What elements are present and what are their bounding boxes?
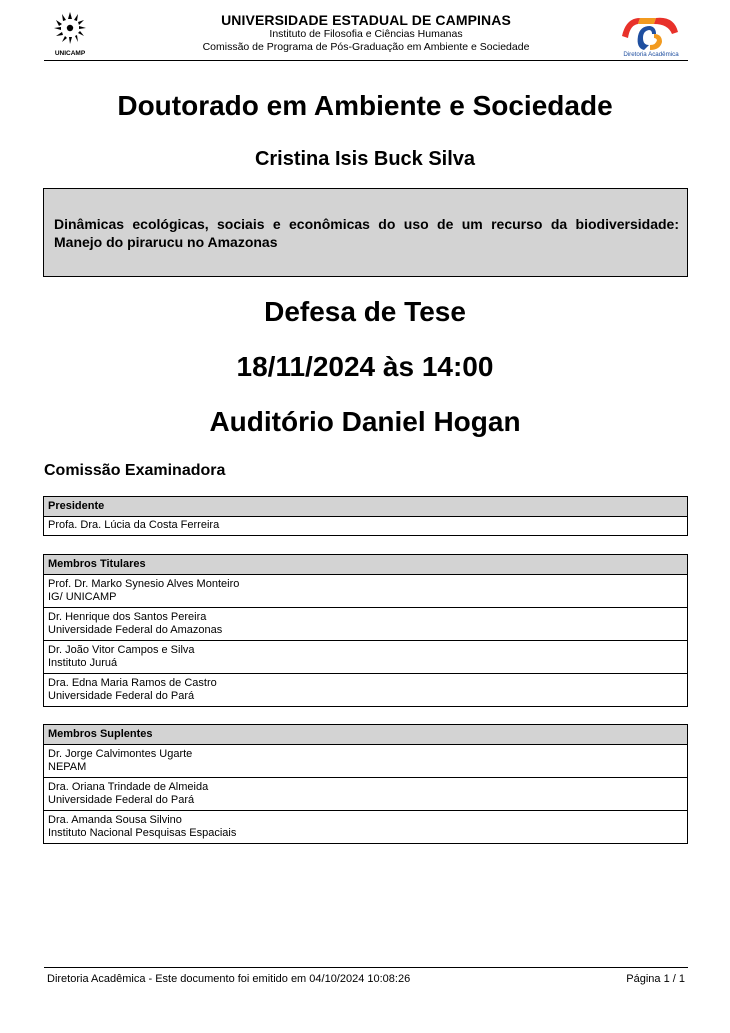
unicamp-logo-text: UNICAMP — [54, 50, 86, 57]
event-location: Auditório Daniel Hogan — [209, 406, 521, 437]
table-row — [44, 608, 687, 641]
thesis-title-box — [43, 188, 688, 277]
substitutes-header: Membros Suplentes — [44, 725, 687, 745]
president-table — [43, 496, 688, 536]
diretoria-academica-logo — [616, 10, 686, 58]
member-name: Dr. Jorge Calvimontes Ugarte — [48, 748, 193, 760]
university-name: UNIVERSIDADE ESTADUAL DE CAMPINAS — [221, 12, 511, 28]
institute-name: Instituto de Filosofia e Ciências Humanas — [269, 28, 463, 40]
member-name: Dra. Amanda Sousa Silvino — [48, 814, 182, 826]
substitutes-table — [43, 724, 688, 844]
event-type: Defesa de Tese — [264, 296, 466, 327]
program-title: Doutorado em Ambiente e Sociedade — [117, 90, 613, 121]
member-affiliation: Universidade Federal do Pará — [48, 794, 195, 806]
member-name: Profa. Dra. Lúcia da Costa Ferreira — [48, 519, 220, 531]
unicamp-logo — [48, 10, 92, 58]
table-row — [44, 778, 687, 811]
member-affiliation: IG/ UNICAMP — [48, 591, 117, 603]
members-header: Membros Titulares — [44, 555, 687, 575]
member-name: Dr. Henrique dos Santos Pereira — [48, 611, 207, 623]
issued-note: Diretoria Acadêmica - Este documento foi emitido em 04/10/2024 10:08:26 — [47, 973, 411, 985]
table-row — [44, 641, 687, 674]
member-affiliation: Universidade Federal do Amazonas — [48, 624, 223, 636]
member-affiliation: NEPAM — [48, 761, 87, 773]
document-header — [44, 8, 688, 61]
table-row — [44, 811, 687, 843]
candidate-name: Cristina Isis Buck Silva — [254, 148, 476, 170]
member-name: Prof. Dr. Marko Synesio Alves Monteiro — [48, 578, 240, 590]
commission-name: Comissão de Programa de Pós-Graduação em Ambiente e Sociedade — [202, 41, 530, 53]
member-name: Dra. Oriana Trindade de Almeida — [48, 781, 209, 793]
header-text-block — [124, 12, 608, 54]
thesis-title: Dinâmicas ecológicas, sociais e econômicas do uso de um recurso da biodiversidade: Manejo do pirarucu no Amazonas — [54, 216, 679, 250]
diretoria-logo-text: Diretoria Acadêmica — [623, 51, 679, 58]
table-row — [44, 745, 687, 778]
committee-title: Comissão Examinadora — [44, 462, 226, 479]
member-name: Dr. João Vitor Campos e Silva — [48, 644, 195, 656]
table-row — [44, 674, 687, 706]
member-affiliation: Instituto Nacional Pesquisas Espaciais — [48, 827, 237, 839]
table-row — [44, 575, 687, 608]
event-datetime: 18/11/2024 às 14:00 — [236, 351, 494, 382]
member-affiliation: Instituto Juruá — [48, 657, 118, 669]
member-name: Dra. Edna Maria Ramos de Castro — [48, 677, 217, 689]
page-number: Página 1 / 1 — [626, 973, 685, 985]
president-header: Presidente — [44, 497, 687, 517]
member-affiliation: Universidade Federal do Pará — [48, 690, 195, 702]
document-footer — [44, 967, 688, 988]
members-table — [43, 554, 688, 707]
table-row — [44, 517, 687, 535]
